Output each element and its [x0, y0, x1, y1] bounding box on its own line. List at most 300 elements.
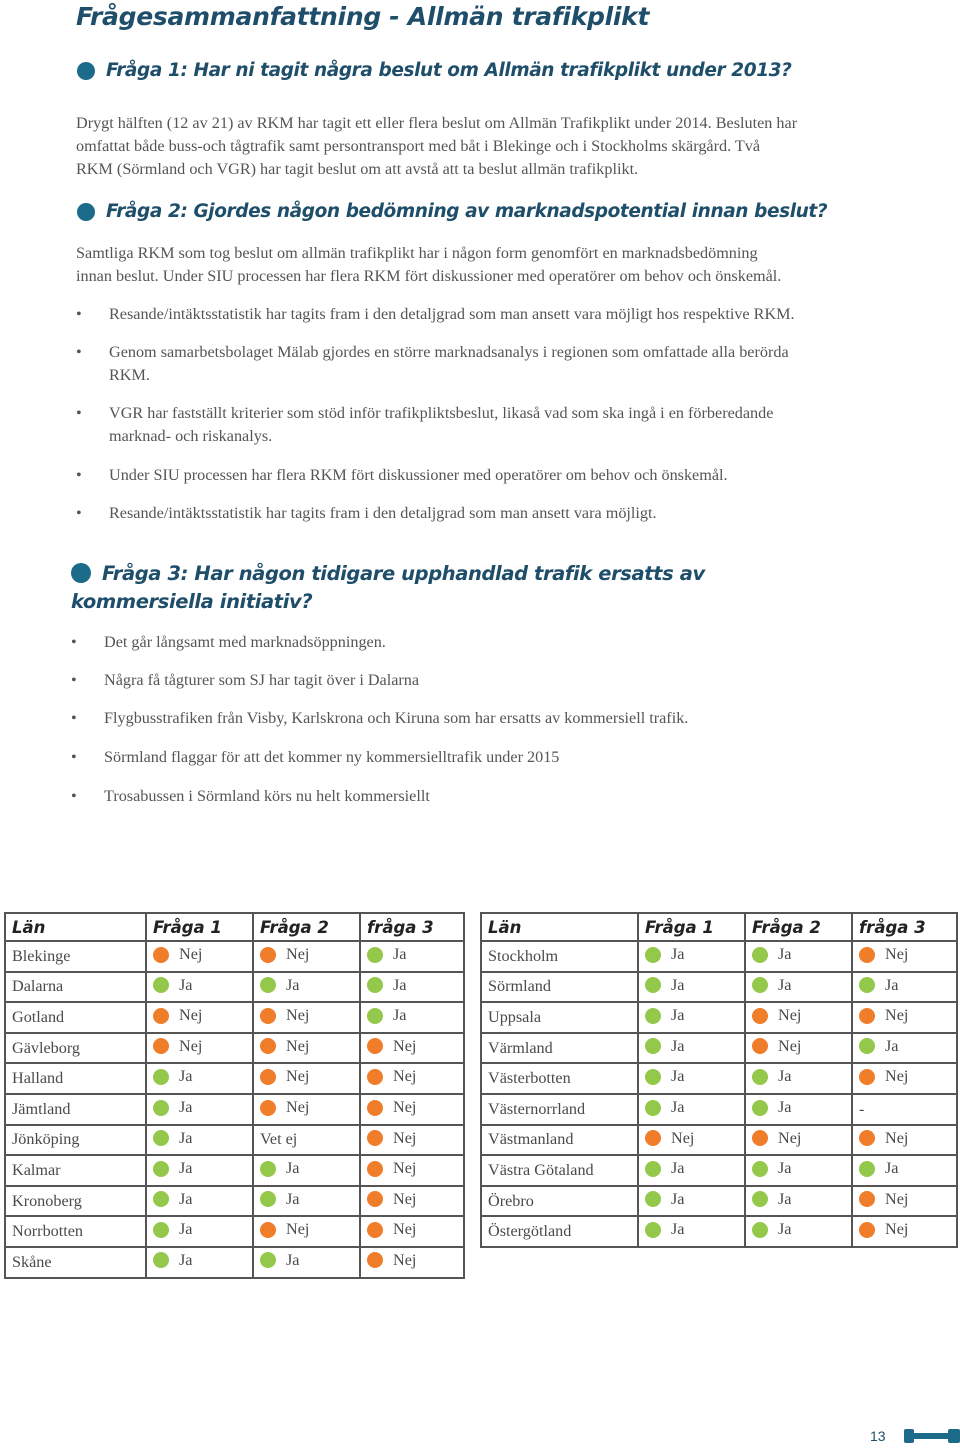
answer [260, 1190, 299, 1209]
answer-text: Ja [885, 1036, 899, 1055]
answer-cell-fraga-3 [852, 1002, 957, 1033]
answer-cell-fraga-2 [253, 1033, 360, 1064]
answer-cell-fraga-2 [745, 1002, 852, 1033]
lan-cell: Västernorrland [481, 1094, 638, 1125]
answer-cell-fraga-2 [745, 1186, 852, 1217]
answer-text: Ja [778, 1067, 792, 1086]
answer-text: Nej [778, 1128, 802, 1147]
green-status-dot-icon [645, 1069, 661, 1085]
lan-cell: Blekinge [5, 941, 146, 972]
column-header-fraga-2: Fråga 2 [253, 913, 360, 941]
q1-heading: Fråga 1: Har ni tagit några beslut om Allmän trafikplikt under 2013? [106, 60, 792, 81]
table-row [5, 1216, 464, 1247]
column-header-lan: Län [5, 913, 146, 941]
answer [367, 1129, 416, 1148]
answer-cell-fraga-2 [745, 941, 852, 972]
q2-bullet-item [76, 502, 936, 525]
answer-text: Nej [778, 1036, 802, 1055]
bullet-mark: • [76, 404, 82, 422]
q2-bullet-item [76, 341, 936, 387]
q1-bullet-dot-icon [77, 62, 95, 80]
answer [367, 1251, 416, 1270]
answer [859, 1220, 908, 1239]
orange-status-dot-icon [859, 947, 875, 963]
answer-cell-fraga-2 [253, 1002, 360, 1033]
answer-text: Ja [179, 1189, 193, 1208]
answer-cell-fraga-1 [146, 1125, 253, 1156]
bullet-mark: • [76, 466, 82, 484]
lan-cell: Jämtland [5, 1094, 146, 1125]
lan-table-right [480, 912, 958, 1248]
lan-cell: Örebro [481, 1186, 638, 1217]
table-row [481, 1125, 957, 1156]
answer-text: Vet ej [260, 1130, 298, 1149]
answer-text: Nej [393, 1067, 417, 1086]
column-header-fraga-1: Fråga 1 [146, 913, 253, 941]
green-status-dot-icon [752, 1069, 768, 1085]
lan-cell: Halland [5, 1063, 146, 1094]
answer [752, 1159, 791, 1178]
green-status-dot-icon [153, 1191, 169, 1207]
footer-logo-icon [904, 1426, 960, 1446]
answer-cell-fraga-3 [360, 1002, 464, 1033]
green-status-dot-icon [752, 1191, 768, 1207]
answer [260, 945, 309, 964]
table-row [481, 1063, 957, 1094]
answer-text: Ja [671, 945, 685, 964]
q3-bullet-item [71, 707, 931, 730]
lan-cell: Västra Götaland [481, 1155, 638, 1186]
lan-cell: Uppsala [481, 1002, 638, 1033]
answer-text: Nej [286, 1067, 310, 1086]
answer-text: - [859, 1099, 865, 1118]
answer-text: Nej [286, 1006, 310, 1025]
table-row [5, 1247, 464, 1278]
green-status-dot-icon [260, 1191, 276, 1207]
answer-text: Ja [778, 1159, 792, 1178]
orange-status-dot-icon [367, 1161, 383, 1177]
bullet-text-line: VGR har fastställt kriterier som stöd inför trafikpliktsbeslut, likaså vad som ska ingå i en förberedande [109, 404, 774, 422]
green-status-dot-icon [645, 947, 661, 963]
green-status-dot-icon [153, 1130, 169, 1146]
answer [752, 1067, 791, 1086]
answer-text: Ja [671, 1036, 685, 1055]
orange-status-dot-icon [153, 1008, 169, 1024]
answer-cell-fraga-3 [852, 1216, 957, 1247]
answer-text: Nej [671, 1128, 695, 1147]
page-title: Frågesammanfattning - Allmän trafikplikt [76, 2, 650, 31]
answer-text: Nej [393, 1098, 417, 1117]
answer [859, 945, 908, 964]
answer-cell-fraga-1 [146, 972, 253, 1003]
q3-bullet-item [71, 746, 931, 769]
answer [153, 1129, 192, 1148]
orange-status-dot-icon [260, 1222, 276, 1238]
lan-cell: Kalmar [5, 1155, 146, 1186]
answer-text: Nej [286, 945, 310, 964]
green-status-dot-icon [153, 977, 169, 993]
answer [645, 1159, 684, 1178]
table-row [481, 1002, 957, 1033]
answer-text: Ja [286, 1250, 300, 1269]
green-status-dot-icon [859, 977, 875, 993]
answer [260, 1251, 299, 1270]
bullet-text [109, 341, 789, 387]
answer-text: Ja [179, 1067, 193, 1086]
answer [752, 1006, 801, 1025]
bullet-text: Under SIU processen har flera RKM fört diskussioner med operatörer om behov och önskemål. [109, 466, 728, 484]
answer-cell-fraga-3 [852, 972, 957, 1003]
green-status-dot-icon [752, 977, 768, 993]
green-status-dot-icon [153, 1161, 169, 1177]
answer-cell-fraga-2 [253, 1125, 360, 1156]
answer [859, 1067, 908, 1086]
answer [153, 1190, 192, 1209]
green-status-dot-icon [645, 1161, 661, 1177]
orange-status-dot-icon [645, 1130, 661, 1146]
q1-line: omfattat både buss-och tågtrafik samt persontransport med båt i Blekinge och i Stockholms skärgård. Två [76, 137, 761, 155]
q1-line: Drygt hälften (12 av 21) av RKM har tagit ett eller flera beslut om Allmän Trafikplikt under 2014. Besluten har [76, 114, 798, 132]
bullet-text: Trosabussen i Sörmland körs nu helt kommersiellt [104, 787, 430, 805]
orange-status-dot-icon [260, 1038, 276, 1054]
answer-cell-fraga-1 [638, 1125, 745, 1156]
answer [153, 1067, 192, 1086]
answer-cell-fraga-2 [253, 941, 360, 972]
answer-cell-fraga-3 [852, 941, 957, 972]
bullet-text: Det går långsamt med marknadsöppningen. [104, 633, 386, 651]
answer [153, 945, 202, 964]
q3-heading-line: kommersiella initiativ? [71, 590, 313, 613]
answer [859, 1129, 908, 1148]
answer [153, 1220, 192, 1239]
answer-cell-fraga-1 [638, 1002, 745, 1033]
answer [752, 1098, 791, 1117]
green-status-dot-icon [645, 1191, 661, 1207]
orange-status-dot-icon [367, 1100, 383, 1116]
answer [859, 1100, 864, 1119]
lan-cell: Dalarna [5, 972, 146, 1003]
answer-text: Ja [393, 975, 407, 994]
answer-cell-fraga-3 [360, 1033, 464, 1064]
answer-text: Ja [179, 975, 193, 994]
answer-cell-fraga-2 [745, 1033, 852, 1064]
green-status-dot-icon [645, 977, 661, 993]
table-row [481, 972, 957, 1003]
answer-cell-fraga-1 [146, 1002, 253, 1033]
answer-cell-fraga-1 [146, 1155, 253, 1186]
answer-text: Nej [393, 1036, 417, 1055]
answer-text: Ja [778, 945, 792, 964]
q3-bullet-item [71, 785, 931, 808]
answer-text: Nej [393, 1189, 417, 1208]
answer-text: Nej [393, 1128, 417, 1147]
answer [752, 976, 791, 995]
answer-cell-fraga-2 [745, 1094, 852, 1125]
answer-cell-fraga-1 [146, 1216, 253, 1247]
table-row [5, 1186, 464, 1217]
green-status-dot-icon [752, 947, 768, 963]
green-status-dot-icon [367, 1008, 383, 1024]
table-row [481, 1033, 957, 1064]
answer-cell-fraga-3 [360, 1186, 464, 1217]
lan-cell: Värmland [481, 1033, 638, 1064]
answer-cell-fraga-1 [146, 1033, 253, 1064]
answer-cell-fraga-1 [146, 1094, 253, 1125]
answer [367, 1037, 416, 1056]
green-status-dot-icon [859, 1038, 875, 1054]
answer-text: Ja [671, 1098, 685, 1117]
answer-cell-fraga-2 [253, 1247, 360, 1278]
answer [260, 1006, 309, 1025]
answer-text: Ja [778, 1189, 792, 1208]
orange-status-dot-icon [859, 1191, 875, 1207]
green-status-dot-icon [645, 1222, 661, 1238]
bullet-text: Resande/intäktsstatistik har tagits fram i den detaljgrad som man ansett vara möjligt hos respektive RKM. [109, 305, 795, 323]
answer-cell-fraga-3 [852, 1094, 957, 1125]
q2-line: innan beslut. Under SIU processen har flera RKM fört diskussioner med operatörer om behov och önskemål. [76, 267, 782, 285]
answer-text: Nej [179, 945, 203, 964]
q2-bullet-item [76, 464, 936, 487]
green-status-dot-icon [260, 1161, 276, 1177]
answer-text: Ja [286, 975, 300, 994]
answer-text: Ja [286, 1159, 300, 1178]
answer-cell-fraga-2 [745, 1063, 852, 1094]
orange-status-dot-icon [153, 1038, 169, 1054]
bullet-mark: • [71, 671, 77, 689]
orange-status-dot-icon [260, 947, 276, 963]
table-row [5, 1033, 464, 1064]
answer-cell-fraga-2 [745, 1125, 852, 1156]
answer-cell-fraga-3 [360, 1125, 464, 1156]
answer-text: Nej [286, 1220, 310, 1239]
bullet-text: Några få tågturer som SJ har tagit över i Dalarna [104, 671, 420, 689]
answer [367, 1159, 416, 1178]
answer-cell-fraga-3 [360, 1094, 464, 1125]
bullet-text [109, 402, 773, 448]
bullet-text-line: RKM. [109, 366, 150, 384]
answer-cell-fraga-3 [852, 1063, 957, 1094]
answer-cell-fraga-1 [638, 941, 745, 972]
answer-text: Nej [778, 1006, 802, 1025]
table-row [5, 1094, 464, 1125]
answer-text: Nej [885, 1067, 909, 1086]
answer [260, 1098, 309, 1117]
answer [260, 1159, 299, 1178]
answer-cell-fraga-2 [745, 1216, 852, 1247]
answer-text: Ja [179, 1159, 193, 1178]
green-status-dot-icon [752, 1161, 768, 1177]
green-status-dot-icon [153, 1069, 169, 1085]
table-row [5, 1125, 464, 1156]
answer-text: Nej [286, 1098, 310, 1117]
answer [367, 1190, 416, 1209]
answer [260, 1037, 309, 1056]
orange-status-dot-icon [752, 1130, 768, 1146]
orange-status-dot-icon [260, 1100, 276, 1116]
answer-cell-fraga-1 [638, 1186, 745, 1217]
table-header-row [5, 913, 464, 941]
green-status-dot-icon [260, 977, 276, 993]
orange-status-dot-icon [752, 1008, 768, 1024]
answer-cell-fraga-1 [146, 1063, 253, 1094]
answer-text: Ja [286, 1189, 300, 1208]
answer-text: Ja [778, 1098, 792, 1117]
orange-status-dot-icon [367, 1252, 383, 1268]
answer-cell-fraga-1 [638, 1155, 745, 1186]
column-header-fraga-3: fråga 3 [852, 913, 957, 941]
q3-bullet-item [71, 631, 931, 654]
orange-status-dot-icon [367, 1038, 383, 1054]
answer [153, 1159, 192, 1178]
answer-cell-fraga-3 [852, 1155, 957, 1186]
answer-cell-fraga-3 [852, 1125, 957, 1156]
answer-text: Ja [393, 945, 407, 964]
answer-text: Ja [179, 1220, 193, 1239]
table-row [5, 972, 464, 1003]
table-body [481, 941, 957, 1247]
answer-cell-fraga-3 [360, 1155, 464, 1186]
answer [859, 1006, 908, 1025]
answer [645, 1129, 694, 1148]
answer-cell-fraga-3 [360, 1247, 464, 1278]
answer-text: Ja [885, 1159, 899, 1178]
answer-text: Ja [179, 1098, 193, 1117]
lan-cell: Skåne [5, 1247, 146, 1278]
answer-text: Nej [885, 1128, 909, 1147]
answer-text: Ja [393, 1006, 407, 1025]
answer [859, 1159, 898, 1178]
answer-text: Ja [179, 1128, 193, 1147]
table-header-row [481, 913, 957, 941]
answer-cell-fraga-1 [146, 941, 253, 972]
answer-text: Ja [885, 975, 899, 994]
answer-cell-fraga-1 [638, 1063, 745, 1094]
bullet-mark: • [71, 787, 77, 805]
answer [645, 945, 684, 964]
column-header-fraga-2: Fråga 2 [745, 913, 852, 941]
lan-cell: Norrbotten [5, 1216, 146, 1247]
answer-cell-fraga-3 [360, 941, 464, 972]
orange-status-dot-icon [260, 1069, 276, 1085]
answer [153, 1098, 192, 1117]
table-row [5, 1002, 464, 1033]
green-status-dot-icon [645, 1038, 661, 1054]
answer [153, 1251, 192, 1270]
column-header-fraga-3: fråga 3 [360, 913, 464, 941]
table-row [481, 941, 957, 972]
q2-bullet-item [76, 402, 936, 448]
answer [752, 1129, 801, 1148]
answer [260, 1220, 309, 1239]
q2-heading: Fråga 2: Gjordes någon bedömning av marknadspotential innan beslut? [106, 201, 828, 222]
answer [645, 1037, 684, 1056]
table-row [5, 1063, 464, 1094]
answer [645, 1067, 684, 1086]
answer-cell-fraga-3 [852, 1186, 957, 1217]
bullet-mark: • [71, 633, 77, 651]
answer-text: Ja [671, 1220, 685, 1239]
green-status-dot-icon [367, 947, 383, 963]
answer [859, 1037, 898, 1056]
answer-text: Nej [885, 945, 909, 964]
answer-text: Nej [885, 1220, 909, 1239]
lan-cell: Västerbotten [481, 1063, 638, 1094]
answer-cell-fraga-3 [852, 1033, 957, 1064]
answer-cell-fraga-3 [360, 1063, 464, 1094]
answer [367, 1006, 406, 1025]
bullet-text: Resande/intäktsstatistik har tagits fram i den detaljgrad som man ansett vara möjligt. [109, 504, 657, 522]
answer [153, 1006, 202, 1025]
answer [260, 976, 299, 995]
table-row [481, 1186, 957, 1217]
orange-status-dot-icon [367, 1130, 383, 1146]
answer-cell-fraga-2 [253, 1063, 360, 1094]
table-row [481, 1094, 957, 1125]
answer-cell-fraga-1 [146, 1247, 253, 1278]
page-number: 13 [870, 1428, 886, 1444]
lan-cell: Kronoberg [5, 1186, 146, 1217]
table-row [481, 1155, 957, 1186]
green-status-dot-icon [153, 1100, 169, 1116]
green-status-dot-icon [645, 1008, 661, 1024]
answer-text: Ja [778, 975, 792, 994]
bullet-text: Sörmland flaggar för att det kommer ny kommersielltrafik under 2015 [104, 748, 560, 766]
answer-cell-fraga-2 [745, 972, 852, 1003]
answer [367, 1220, 416, 1239]
green-status-dot-icon [260, 1252, 276, 1268]
answer-cell-fraga-1 [638, 1216, 745, 1247]
answer [752, 1190, 791, 1209]
orange-status-dot-icon [859, 1008, 875, 1024]
answer-cell-fraga-1 [638, 972, 745, 1003]
answer [645, 1006, 684, 1025]
answer-cell-fraga-1 [638, 1033, 745, 1064]
q2-paragraph [76, 242, 936, 288]
answer [645, 1220, 684, 1239]
green-status-dot-icon [645, 1100, 661, 1116]
lan-cell: Gotland [5, 1002, 146, 1033]
bullet-text-line: Genom samarbetsbolaget Mälab gjordes en större marknadsanalys i regionen som omfattade alla berörda [109, 343, 789, 361]
q2-bullet-dot-icon [77, 203, 95, 221]
q3-bullet-item [71, 669, 931, 692]
column-header-fraga-1: Fråga 1 [638, 913, 745, 941]
answer-text: Ja [671, 1189, 685, 1208]
green-status-dot-icon [752, 1222, 768, 1238]
table-row [5, 1155, 464, 1186]
orange-status-dot-icon [859, 1069, 875, 1085]
answer [367, 1098, 416, 1117]
answer-text: Ja [671, 1159, 685, 1178]
answer-cell-fraga-3 [360, 972, 464, 1003]
lan-cell: Sörmland [481, 972, 638, 1003]
lan-cell: Gävleborg [5, 1033, 146, 1064]
answer [153, 1037, 202, 1056]
answer [859, 1190, 908, 1209]
answer-cell-fraga-1 [146, 1186, 253, 1217]
answer [260, 1067, 309, 1086]
column-header-lan: Län [481, 913, 638, 941]
answer-text: Ja [671, 1067, 685, 1086]
orange-status-dot-icon [859, 1222, 875, 1238]
answer-text: Nej [393, 1159, 417, 1178]
answer [752, 1220, 791, 1239]
answer-cell-fraga-2 [745, 1155, 852, 1186]
lan-cell: Jönköping [5, 1125, 146, 1156]
answer-text: Nej [179, 1006, 203, 1025]
table-row [481, 1216, 957, 1247]
answer-text: Nej [885, 1006, 909, 1025]
answer-cell-fraga-1 [638, 1094, 745, 1125]
